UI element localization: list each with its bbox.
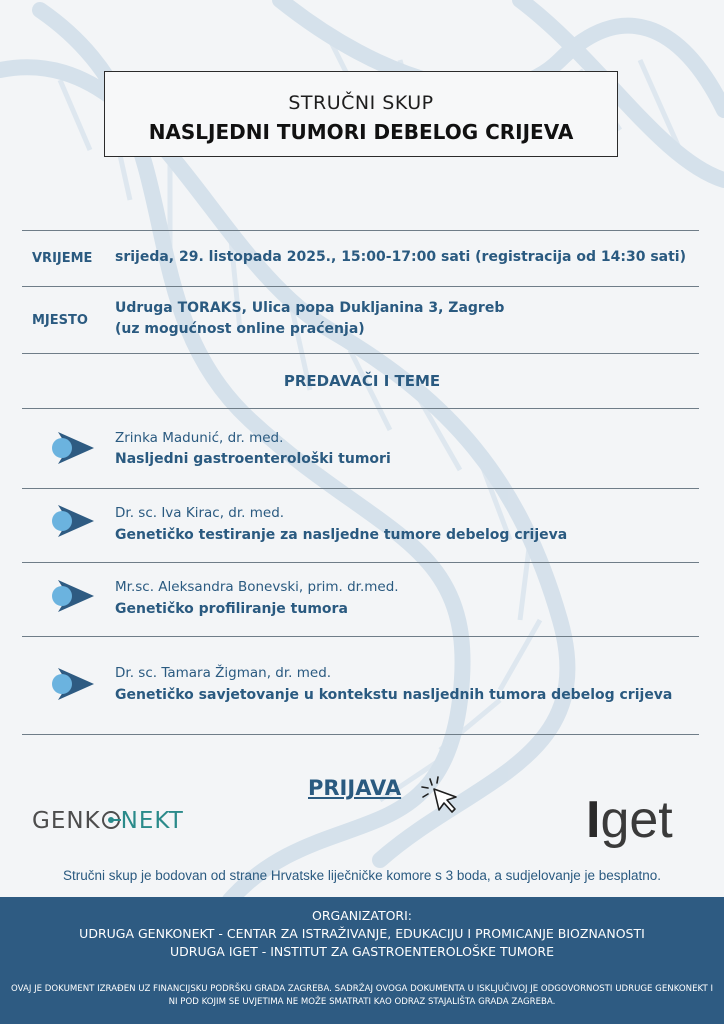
divider — [22, 488, 699, 489]
divider — [22, 734, 699, 735]
speakers-heading: PREDAVAČI I TEME — [283, 372, 441, 390]
speaker-topic: Genetičko testiranje za nasljedne tumore debelog crijeva — [115, 527, 568, 543]
title-box — [104, 71, 618, 157]
speaker-name: Zrinka Madunić, dr. med. — [115, 430, 284, 446]
divider — [22, 562, 699, 563]
genkonekt-o-icon — [101, 810, 121, 830]
funding-disclaimer: OVAJ JE DOKUMENT IZRAĐEN UZ FINANCIJSKU PODRŠKU GRADA ZAGREBA. SADRŽAJ OVOGA DOKUMENTA U ISKLJUČIVOJ JE ODGOVORNOSTI UDRUGE GENKONEKT I NI POD KOJIM SE UVJETIMA NE MOŽE SMATRATI KAO ODRAZ STAJALIŠTA GRADA ZAGREBA. — [11, 984, 713, 1007]
time-label: VRIJEME — [32, 251, 93, 266]
place-label: MJESTO — [32, 313, 88, 328]
organizer-line: UDRUGA GENKONEKT - CENTAR ZA ISTRAŽIVANJE, EDUKACIJU I PROMICANJE BIOZNANOSTI — [79, 926, 645, 941]
iget-logo-bar: I — [586, 791, 601, 849]
speaker-topic: Genetičko savjetovanje u kontekstu nasljednih tumora debelog crijeva — [115, 687, 673, 703]
place-online-note: (uz mogućnost online praćenja) — [115, 321, 365, 337]
speaker-name: Dr. sc. Tamara Žigman, dr. med. — [115, 665, 332, 681]
arrow-bullet-icon — [50, 505, 94, 537]
footer — [0, 897, 724, 1024]
speaker-topic: Genetičko profiliranje tumora — [115, 601, 348, 617]
iget-logo — [586, 790, 673, 850]
event-title: NASLJEDNI TUMORI DEBELOG CRIJEVA — [148, 120, 574, 144]
place-address: Udruga TORAKS, Ulica popa Dukljanina 3, Zagreb — [115, 300, 505, 316]
divider — [22, 636, 699, 637]
event-type: STRUČNI SKUP — [288, 92, 434, 114]
speaker-topic: Nasljedni gastroenterološki tumori — [115, 451, 391, 467]
divider — [22, 353, 699, 354]
divider — [22, 408, 699, 409]
time-value: srijeda, 29. listopada 2025., 15:00-17:00 sati (registracija od 14:30 sati) — [115, 249, 686, 265]
speaker-name: Dr. sc. Iva Kirac, dr. med. — [115, 505, 285, 521]
speaker-name: Mr.sc. Aleksandra Bonevski, prim. dr.med. — [115, 579, 399, 595]
genkonekt-logo — [32, 808, 184, 834]
arrow-bullet-icon — [50, 580, 94, 612]
organizers-heading: ORGANIZATORI: — [312, 908, 412, 923]
organizer-line: UDRUGA IGET - INSTITUT ZA GASTROENTEROLOŠKE TUMORE — [170, 944, 554, 959]
iget-logo-text: get — [600, 791, 673, 849]
register-link[interactable]: PRIJAVA — [308, 776, 402, 800]
cursor-click-icon — [420, 775, 462, 815]
genkonekt-logo-part: GENK — [32, 808, 101, 834]
accreditation-note: Stručni skup je bodovan od strane Hrvatske liječničke komore s 3 boda, a sudjelovanje je besplatno. — [62, 868, 662, 883]
genkonekt-logo-part: NEKT — [120, 808, 184, 834]
arrow-bullet-icon — [50, 432, 94, 464]
divider — [22, 230, 699, 231]
arrow-bullet-icon — [50, 668, 94, 700]
divider — [22, 286, 699, 287]
